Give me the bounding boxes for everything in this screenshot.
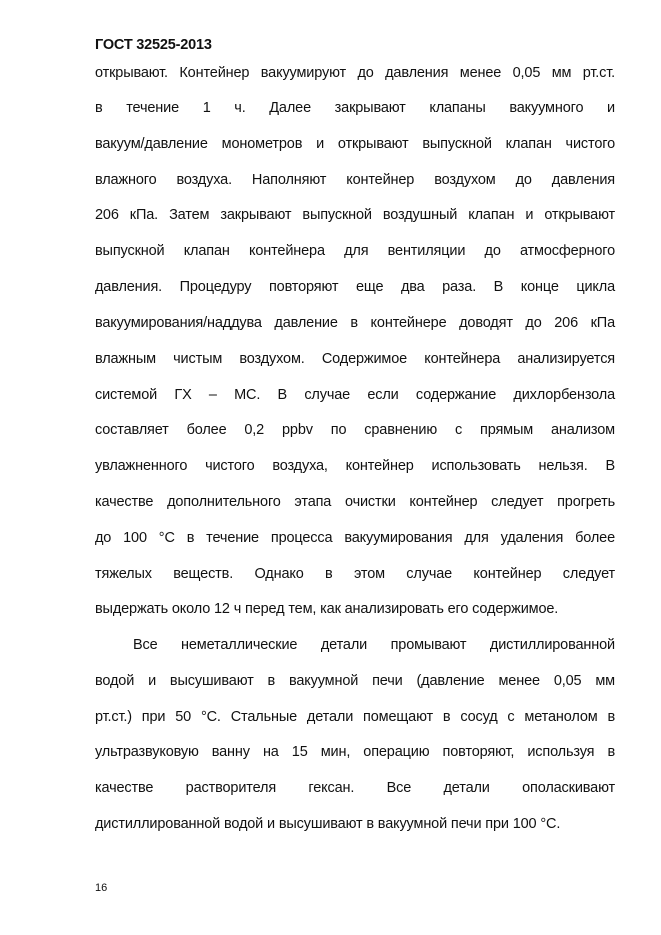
text-line: давления. Процедуру повторяют еще два раза. В конце цикла [95,279,615,295]
text-line: выпускной клапан контейнера для вентиляции до атмосферного [95,243,615,259]
text-line: до 100 °С в течение процесса вакуумирования для удаления более [95,530,615,546]
text-line: выдержать около 12 ч перед тем, как анализировать его содержимое. [95,601,559,617]
text-line: качестве растворителя гексан. Все детали ополаскивают [95,780,615,796]
page-number: 16 [95,882,108,894]
text-line: составляет более 0,2 ppbv по сравнению с прямым анализом [95,422,615,438]
text-line: влажным чистым воздухом. Содержимое контейнера анализируется [95,351,615,367]
text-line: системой ГХ – МС. В случае если содержание дихлорбензола [95,387,615,403]
text-line: качестве дополнительного этапа очистки контейнер следует прогреть [95,494,615,510]
text-line: 206 кПа. Затем закрывают выпускной воздушный клапан и открывают [95,207,615,223]
text-line: вакуум/давление монометров и открывают выпускной клапан чистого [95,136,615,152]
text-line: рт.ст.) при 50 °С. Стальные детали помещают в сосуд с метанолом в [95,709,615,725]
text-line: в течение 1 ч. Далее закрывают клапаны вакуумного и [95,100,615,116]
text-line: ультразвуковую ванну на 15 мин, операцию повторяют, используя в [95,744,615,760]
text-line: тяжелых веществ. Однако в этом случае контейнер следует [95,566,615,582]
text-line: дистиллированной водой и высушивают в вакуумной печи при 100 °С. [95,816,561,832]
text-line: вакуумирования/наддува давление в контейнере доводят до 206 кПа [95,315,615,331]
text-line: открывают. Контейнер вакуумируют до давления менее 0,05 мм рт.ст. [95,65,615,81]
text-line: влажного воздуха. Наполняют контейнер воздухом до давления [95,172,615,188]
document-header: ГОСТ 32525-2013 [95,37,212,53]
text-line: увлажненного чистого воздуха, контейнер использовать нельзя. В [95,458,615,474]
text-line: водой и высушивают в вакуумной печи (давление менее 0,05 мм [95,673,615,689]
text-line: Все неметаллические детали промывают дистиллированной [133,637,615,653]
